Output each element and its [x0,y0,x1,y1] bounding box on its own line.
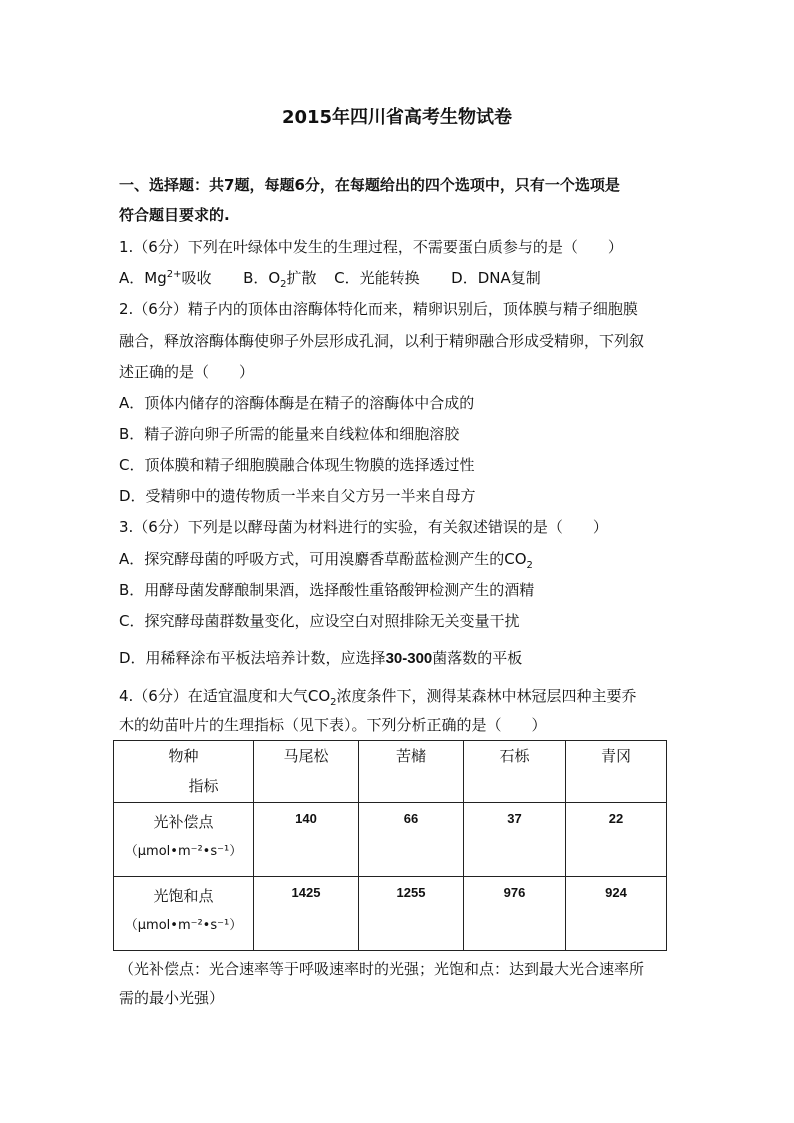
table-header-cell: 马尾松 [254,741,359,803]
table-header-cell: 石栎 [464,741,566,803]
table-cell: 924 [566,877,667,951]
table-cell: 37 [464,803,566,877]
q3-option-c: C．探究酵母菌群数量变化，应设空白对照排除无关变量干扰 [119,612,520,630]
table-row-label: 光补偿点 （μmol•m⁻²•s⁻¹） [114,803,254,877]
q1-option-d: D．DNA复制 [451,269,541,287]
q2-option-d: D．受精卵中的遗传物质一半来自父方另一半来自母方 [119,487,476,505]
section-heading-line1: 一、选择题：共7题，每题6分，在每题给出的四个选项中，只有一个选项是 [119,176,620,194]
table-cell: 976 [464,877,566,951]
q2-option-c: C．顶体膜和精子细胞膜融合体现生物膜的选择透过性 [119,456,475,474]
q2-stem-line2: 融合，释放溶酶体酶使卵子外层形成孔洞，以利于精卵融合形成受精卵，下列叙 [119,332,645,350]
table-cell: 22 [566,803,667,877]
table-row-label: 光饱和点 （μmol•m⁻²•s⁻¹） [114,877,254,951]
table-header-cell: 青冈 [566,741,667,803]
q2-option-b: B．精子游向卵子所需的能量来自线粒体和细胞溶胶 [119,425,460,443]
q4-stem-line1: 4.（6分）在适宜温度和大气$CO_2$浓度条件下，测得某森林中林冠层四种主要乔 [119,687,637,708]
q1-option-c: C．光能转换 [334,269,420,287]
q2-option-a: A．顶体内储存的溶酶体酶是在精子的溶酶体中合成的 [119,394,475,412]
page-title: 2015年四川省高考生物试卷 [281,107,513,128]
table-cell: 1255 [359,877,464,951]
q1-option-b: B．$O_2$扩散 [243,269,317,290]
q2-stem-line3: 述正确的是（ ） [119,363,255,381]
table-cell: 1425 [254,877,359,951]
section-heading-line2: 符合题目要求的. [119,206,230,224]
q4-note-line1: （光补偿点：光合速率等于呼吸速率时的光强；光饱和点：达到最大光合速率所 [119,960,645,978]
q4-stem-line2: 木的幼苗叶片的生理指标（见下表）。下列分析正确的是（ ） [119,716,547,734]
q4-note-line2: 需的最小光强） [119,989,225,1007]
table-corner-header: 物种 指标 [114,741,254,803]
q3-option-a: A．探究酵母菌的呼吸方式，可用溴麝香草酚蓝检测产生的$CO_2$ [119,550,533,571]
q3-option-b: B．用酵母菌发酵酿制果酒，选择酸性重铬酸钾检测产生的酒精 [119,581,535,599]
table-row [114,803,667,877]
q1-stem: 1.（6分）下列在叶绿体中发生的生理过程，不需要蛋白质参与的是（ ） [119,238,623,256]
table-header-cell: 苦槠 [359,741,464,803]
table-header-row [114,741,667,803]
q2-stem-line1: 2.（6分）精子内的顶体由溶酶体特化而来，精卵识别后，顶体膜与精子细胞膜 [119,300,638,318]
q1-option-a: A．$Mg^{2+}$吸收 [119,269,212,287]
q3-option-d: D．用稀释涂布平板法培养计数，应选择30-300菌落数的平板 [119,649,523,667]
table-cell: 66 [359,803,464,877]
table-row [114,877,667,951]
q1-options [119,268,541,288]
q3-stem: 3.（6分）下列是以酵母菌为材料进行的实验，有关叙述错误的是（ ） [119,518,608,536]
data-table [113,740,667,951]
table-cell: 140 [254,803,359,877]
